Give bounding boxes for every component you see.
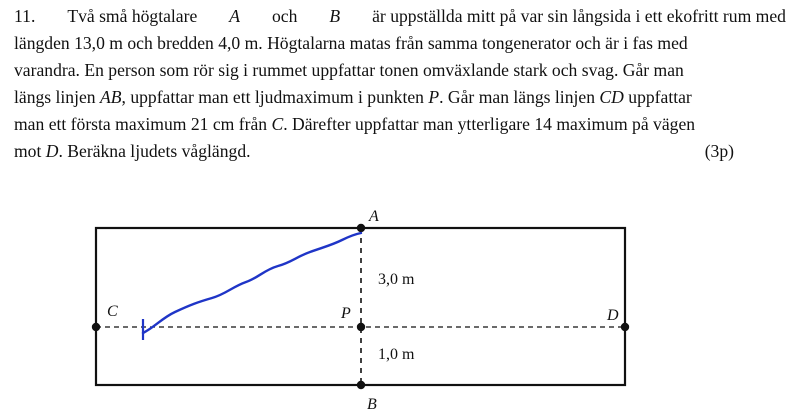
- problem-number: 11.: [14, 6, 36, 26]
- line-cd-ref: CD: [599, 87, 624, 107]
- label-b: B: [367, 396, 377, 413]
- problem-line-1: 11. Två små högtalare A och B är uppställda mitt på var sin långsida i ett ekofritt rum med: [14, 3, 786, 30]
- point-d: [621, 323, 629, 331]
- speaker-b-ref: B: [329, 6, 341, 26]
- line-ab-ref: AB: [100, 87, 122, 107]
- problem-line-3: varandra. En person som rör sig i rummet uppfattar tonen omväxlande stark och svag. Går man: [14, 60, 684, 80]
- point-p-ref: P: [428, 87, 440, 107]
- listener-path: [143, 233, 361, 333]
- point-p: [357, 323, 365, 331]
- problem-line-5: man ett första maximum 21 cm från C. Därefter uppfattar man ytterligare 14 maximum på vägen: [14, 114, 696, 134]
- speaker-a-ref: A: [229, 6, 241, 26]
- problem-line-6: mot D. Beräkna ljudets våglängd. (3p): [14, 138, 786, 165]
- problem-line-4: längs linjen AB, uppfattar man ett ljudmaximum i punkten P. Går man längs linjen CD uppfattar: [14, 87, 692, 107]
- problem-line-2: längden 13,0 m och bredden 4,0 m. Högtalarna matas från samma tongenerator och är i fas med: [14, 33, 688, 53]
- label-c: C: [107, 303, 118, 320]
- point-a: [357, 224, 365, 232]
- label-d: D: [607, 307, 619, 324]
- point-b: [357, 381, 365, 389]
- point-c-ref: C: [271, 114, 284, 134]
- point-c: [92, 323, 100, 331]
- label-p: P: [341, 305, 351, 322]
- point-d-ref: D: [45, 141, 59, 161]
- points-label: (3p): [704, 141, 734, 161]
- label-lower-distance: 1,0 m: [378, 346, 415, 363]
- label-upper-distance: 3,0 m: [378, 271, 415, 288]
- label-a: A: [369, 208, 379, 225]
